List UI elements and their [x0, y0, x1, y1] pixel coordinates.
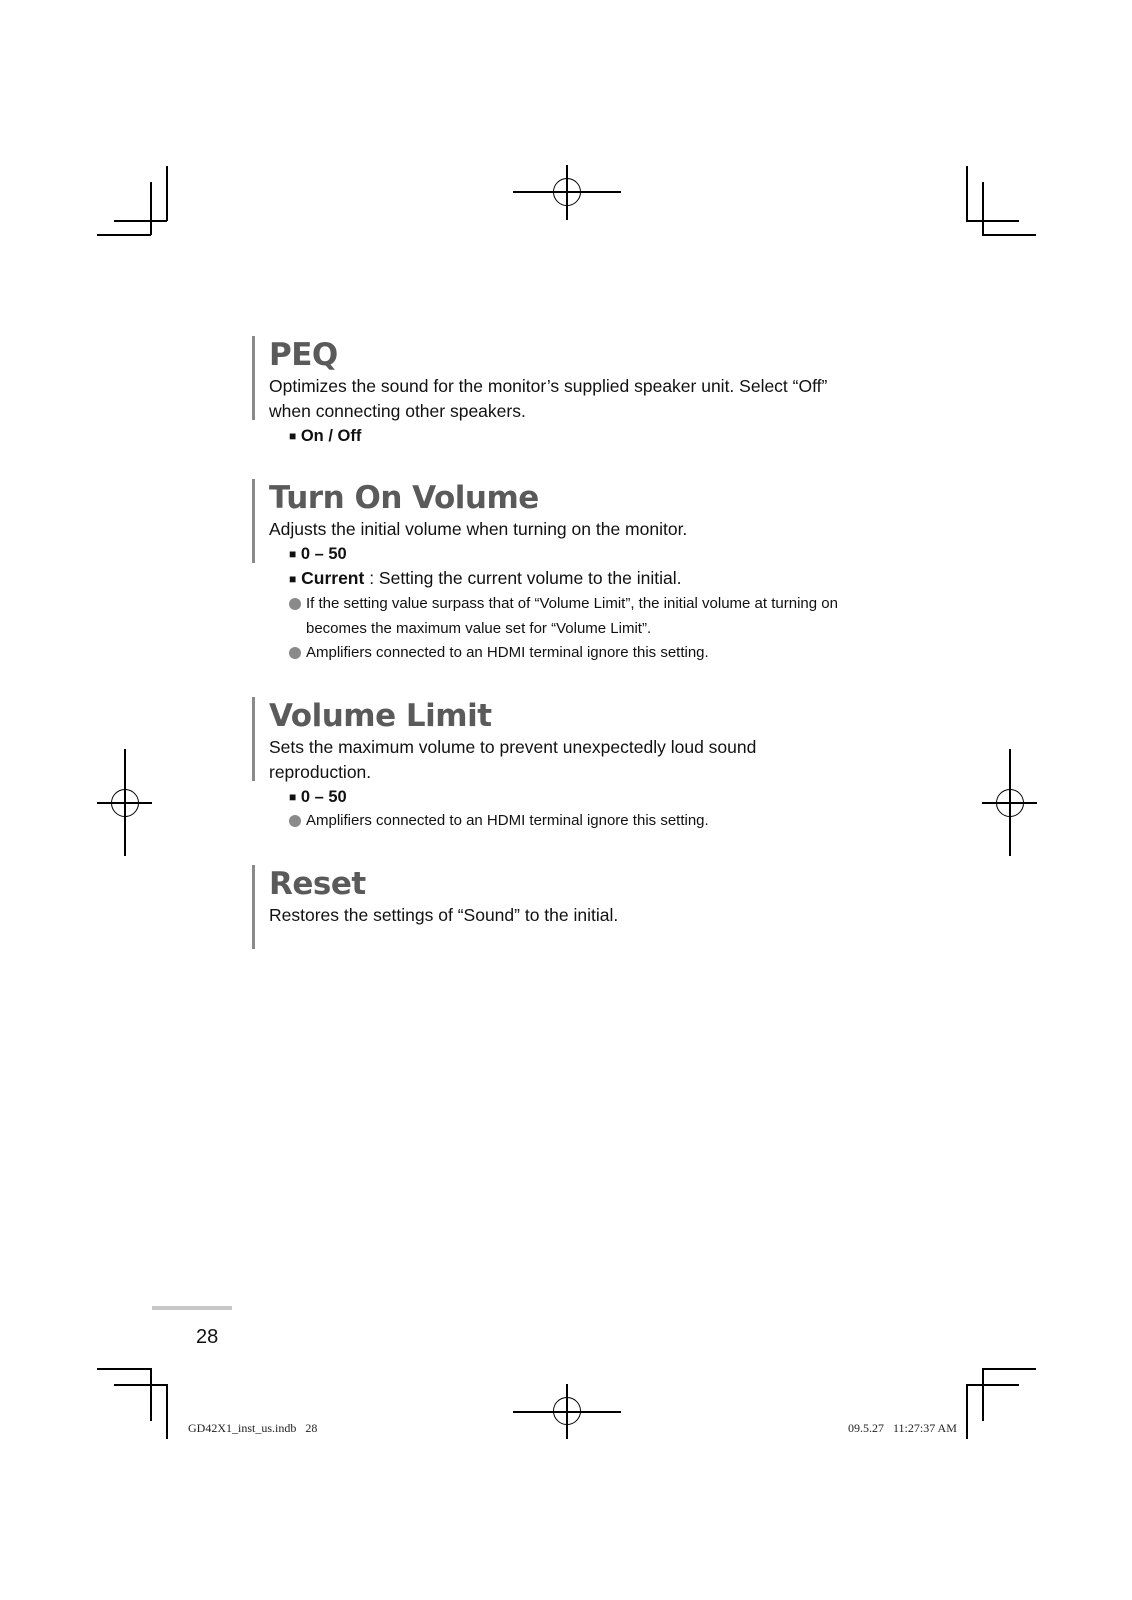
crop-mark — [114, 1384, 167, 1386]
square-bullet-icon: ■ — [289, 572, 297, 586]
section-title: Turn On Volume — [269, 480, 539, 516]
section-description: Adjusts the initial volume when turning on the monitor. — [269, 519, 688, 539]
crop-mark — [982, 234, 1036, 236]
note-text: Amplifiers connected to an HDMI terminal ignore this setting. — [306, 644, 709, 661]
crop-mark — [982, 1368, 984, 1421]
note-bullet-icon — [289, 815, 301, 827]
crop-mark — [97, 234, 151, 236]
crop-mark — [166, 1384, 168, 1439]
page-number: 28 — [196, 1326, 219, 1348]
crop-mark — [966, 1384, 1019, 1386]
section-peq — [252, 336, 852, 445]
note-bullet-icon — [289, 598, 301, 610]
square-bullet-icon: ■ — [289, 790, 297, 804]
section-turn-on-volume — [252, 479, 852, 661]
option-item — [289, 424, 852, 448]
option-label: 0 – 50 — [300, 788, 347, 806]
footer-timestamp: 09.5.27 11:27:37 AM — [848, 1421, 957, 1435]
crop-mark — [982, 182, 984, 235]
option-label: On / Off — [300, 427, 362, 445]
section-title: Volume Limit — [269, 698, 492, 734]
crop-mark — [982, 1368, 1036, 1370]
note-item — [289, 809, 852, 834]
crop-mark — [166, 166, 168, 221]
registration-mark-circle — [996, 789, 1024, 817]
page-number-rule — [152, 1306, 232, 1310]
crop-mark — [966, 220, 1019, 222]
section-title: PEQ — [269, 337, 338, 373]
note-text: If the setting value surpass that of “Volume Limit”, the initial volume at turning on becomes the maximum value set for “Volume Limit”. — [306, 595, 838, 637]
note-item — [289, 592, 852, 641]
section-volume-limit — [252, 697, 852, 829]
section-description: Sets the maximum volume to prevent unexpectedly loud sound reproduction. — [269, 737, 757, 782]
section-description: Optimizes the sound for the monitor’s supplied speaker unit. Select “Off” when connecting other speakers. — [269, 376, 828, 421]
option-item — [289, 785, 852, 809]
crop-mark — [150, 1368, 152, 1421]
note-bullet-icon — [289, 647, 301, 659]
crop-mark — [114, 220, 167, 222]
registration-mark-circle — [553, 178, 581, 206]
option-label: Current — [301, 568, 365, 588]
square-bullet-icon: ■ — [289, 547, 297, 561]
section-reset — [252, 865, 852, 949]
section-title: Reset — [269, 866, 366, 902]
note-item — [289, 641, 852, 666]
crop-mark — [966, 166, 968, 221]
option-item — [289, 566, 852, 592]
option-text: : Setting the current volume to the initial. — [364, 568, 682, 588]
option-label: 0 – 50 — [300, 545, 347, 563]
crop-mark — [150, 182, 152, 235]
section-description: Restores the settings of “Sound” to the initial. — [269, 905, 619, 925]
square-bullet-icon: ■ — [289, 429, 297, 443]
registration-mark-circle — [553, 1397, 581, 1425]
note-text: Amplifiers connected to an HDMI terminal ignore this setting. — [306, 812, 709, 829]
crop-mark — [97, 1368, 151, 1370]
footer-file-label: GD42X1_inst_us.indb 28 — [188, 1421, 318, 1435]
crop-mark — [966, 1384, 968, 1439]
option-item — [289, 542, 852, 566]
registration-mark-circle — [111, 789, 139, 817]
